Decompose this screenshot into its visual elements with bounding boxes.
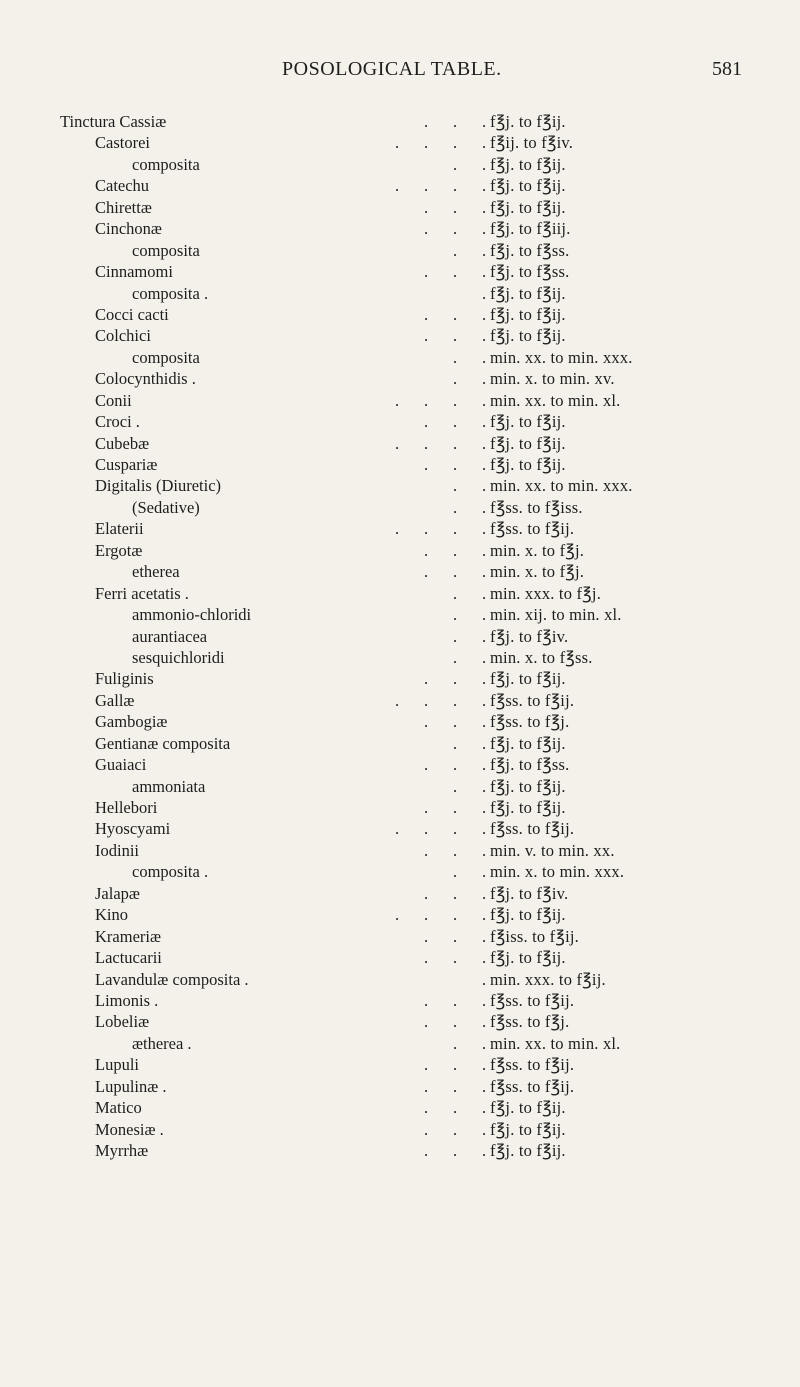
table-row: Conii . . . . min. xx. to min. xl. <box>95 390 621 410</box>
table-row: Matico . . . f℥j. to f℥ij. <box>95 1098 566 1118</box>
table-row: Cocci cacti . . . f℥j. to f℥ij. <box>95 304 566 324</box>
table-row: Lactucarii . . . f℥j. to f℥ij. <box>95 948 566 968</box>
preparation-name: Lactucarii <box>95 948 162 968</box>
preparation-name: Castorei <box>95 133 150 153</box>
dose-range: f℥j. to f℥iv. <box>490 626 569 646</box>
table-row: Jalapæ . . . f℥j. to f℥iv. <box>95 883 569 903</box>
preparation-name: Chirettæ <box>95 197 152 217</box>
table-row: Limonis . . . . f℥ss. to f℥ij. <box>95 990 575 1010</box>
table-row: Elaterii . . . . f℥ss. to f℥ij. <box>95 519 575 539</box>
dose-range: min. xx. to min. xxx. <box>490 476 633 496</box>
preparation-name: Limonis . <box>95 990 159 1010</box>
table-row: Cubebæ . . . . f℥j. to f℥ij. <box>95 433 566 453</box>
preparation-name: Croci . <box>95 412 140 432</box>
dose-range: f℥ss. to f℥j. <box>490 712 570 732</box>
dose-range: f℥iss. to f℥ij. <box>490 926 579 946</box>
table-row: Iodinii . . . min. v. to min. xx. <box>95 840 615 860</box>
dose-range: f℥j. to f℥ij. <box>490 905 566 925</box>
dose-range: f℥j. to f℥ij. <box>490 176 566 196</box>
table-row: aurantiacea . . f℥j. to f℥iv. <box>132 626 569 646</box>
preparation-name: Lavandulæ composita . <box>95 969 249 989</box>
dose-range: f℥j. to f℥ij. <box>490 326 566 346</box>
dose-range: f℥j. to f℥ij. <box>490 412 566 432</box>
table-row: Gambogiæ . . . f℥ss. to f℥j. <box>95 712 570 732</box>
dose-range: min. x. to f℥j. <box>490 562 585 582</box>
table-row: Tinctura Cassiæ . . . f℥j. to f℥ij. <box>60 112 566 131</box>
table-row: Catechu . . . . f℥j. to f℥ij. <box>95 176 566 196</box>
dose-range: min. xx. to min. xl. <box>490 1033 621 1053</box>
preparation-name: composita . <box>132 862 209 882</box>
preparation-name: ætherea . <box>132 1033 192 1053</box>
dose-range: f℥j. to f℥ij. <box>490 304 566 324</box>
preparation-name: Colchici <box>95 326 151 346</box>
preparation-name: etherea <box>132 562 180 582</box>
preparation-name: composita <box>132 347 200 367</box>
table-row: Croci . . . . f℥j. to f℥ij. <box>95 412 566 432</box>
table-row: Myrrhæ . . . f℥j. to f℥ij. <box>95 1141 566 1160</box>
dose-range: f℥j. to f℥ij. <box>490 1098 566 1118</box>
table-row: ammoniata . . f℥j. to f℥ij. <box>132 776 566 796</box>
table-row: Lupulinæ . . . . f℥ss. to f℥ij. <box>95 1076 575 1096</box>
dose-range: f℥ss. to f℥ij. <box>490 1076 575 1096</box>
table-row: Cinchonæ . . . f℥j. to f℥iij. <box>95 219 571 239</box>
table-row: Colchici . . . f℥j. to f℥ij. <box>95 326 566 346</box>
table-row: Ferri acetatis . . . min. xxx. to f℥j. <box>95 583 602 603</box>
table-row: (Sedative) . . f℥ss. to f℥iss. <box>132 497 583 517</box>
table-row: Kino . . . . f℥j. to f℥ij. <box>95 905 566 925</box>
table-row: composita . . min. xx. to min. xxx. <box>132 347 633 367</box>
preparation-name: Gallæ <box>95 690 135 710</box>
table-row: composita . . f℥j. to f℥ij. <box>132 154 566 174</box>
dose-range: min. x. to min. xv. <box>490 369 615 389</box>
preparation-name: Iodinii <box>95 840 139 860</box>
dose-range: f℥j. to f℥ij. <box>490 455 566 474</box>
preparation-name: Gambogiæ <box>95 712 168 732</box>
preparation-name: Guaiaci <box>95 755 147 775</box>
posological-table <box>0 111 800 1161</box>
table-row: Chirettæ . . . f℥j. to f℥ij. <box>95 197 566 217</box>
dose-range: f℥j. to f℥ij. <box>490 798 566 817</box>
preparation-name: composita . <box>132 283 209 303</box>
dose-range: f℥j. to f℥ij. <box>490 1119 566 1139</box>
dose-range: f℥ss. to f℥ij. <box>490 819 575 839</box>
dose-range: f℥j. to f℥ij. <box>490 669 566 689</box>
preparation-name: Ferri acetatis . <box>95 583 189 603</box>
table-row: Colocynthidis . . . min. x. to min. xv. <box>95 369 615 389</box>
page-header <box>0 58 800 88</box>
preparation-name: Catechu <box>95 176 150 196</box>
preparation-name: Gentianæ composita <box>95 733 231 753</box>
preparation-name: Hellebori <box>95 798 158 817</box>
dose-range: f℥j. to f℥ij. <box>490 1141 566 1160</box>
preparation-name: Lupulinæ . <box>95 1076 167 1096</box>
table-row: etherea . . . min. x. to f℥j. <box>132 562 585 582</box>
table-row: Hellebori . . . f℥j. to f℥ij. <box>95 798 566 817</box>
preparation-name: Monesiæ . <box>95 1119 164 1139</box>
dose-range: f℥ss. to f℥ij. <box>490 519 575 539</box>
dose-range: min. xxx. to f℥j. <box>490 583 602 603</box>
preparation-name: sesquichloridi <box>132 647 225 667</box>
preparation-name: Digitalis (Diuretic) <box>95 476 222 496</box>
table-row: composita . . . min. x. to min. xxx. <box>132 862 625 882</box>
table-row: Lobeliæ . . . f℥ss. to f℥j. <box>95 1012 570 1032</box>
dose-range: min. xx. to min. xxx. <box>490 347 633 367</box>
dose-range: f℥j. to f℥ij. <box>490 433 566 453</box>
preparation-name: composita <box>132 240 200 260</box>
dose-range: f℥j. to f℥ss. <box>490 755 570 775</box>
table-row: composita . . f℥j. to f℥ij. <box>132 283 566 303</box>
table-row: Lavandulæ composita . . min. xxx. to f℥ij. <box>95 969 606 989</box>
table-row: Monesiæ . . . . f℥j. to f℥ij. <box>95 1119 566 1139</box>
dose-range: f℥j. to f℥ij. <box>490 776 566 796</box>
table-row: Ergotæ . . . min. x. to f℥j. <box>95 540 585 560</box>
preparation-name: Cubebæ <box>95 433 150 453</box>
dose-range: f℥ss. to f℥j. <box>490 1012 570 1032</box>
preparation-name: Lobeliæ <box>95 1012 150 1032</box>
preparation-name: Jalapæ <box>95 883 140 903</box>
dose-range: f℥ss. to f℥ij. <box>490 1055 575 1075</box>
dose-range: min. v. to min. xx. <box>490 840 615 860</box>
dose-range: f℥ss. to f℥iss. <box>490 497 583 517</box>
preparation-name: Cocci cacti <box>95 304 169 324</box>
table-row: Lupuli . . . f℥ss. to f℥ij. <box>95 1055 575 1075</box>
table-row: Castorei . . . . f℥ij. to f℥iv. <box>95 133 574 153</box>
table-row: sesquichloridi . . min. x. to f℥ss. <box>132 647 593 667</box>
dose-range: min. x. to f℥j. <box>490 540 585 560</box>
dose-range: f℥ss. to f℥ij. <box>490 690 575 710</box>
dose-range: f℥j. to f℥ij. <box>490 154 566 174</box>
preparation-name: Conii <box>95 390 132 410</box>
preparation-name: (Sedative) <box>132 497 200 517</box>
dose-range: min. x. to f℥ss. <box>490 647 593 667</box>
dose-range: f℥j. to f℥ij. <box>490 112 566 131</box>
dose-range: f℥j. to f℥ij. <box>490 283 566 303</box>
dose-range: f℥j. to f℥ij. <box>490 948 566 968</box>
table-row: Cuspariæ . . . f℥j. to f℥ij. <box>95 455 566 474</box>
page-number: 581 <box>712 58 742 80</box>
running-title: POSOLOGICAL TABLE. <box>282 58 502 80</box>
preparation-name: Cuspariæ <box>95 455 158 474</box>
preparation-name: composita <box>132 154 200 174</box>
table-row: Gentianæ composita . . f℥j. to f℥ij. <box>95 733 566 753</box>
preparation-name: Matico <box>95 1098 142 1118</box>
preparation-name: Krameriæ <box>95 926 161 946</box>
table-row: Gallæ . . . . f℥ss. to f℥ij. <box>95 690 575 710</box>
table-row: Fuliginis . . . f℥j. to f℥ij. <box>95 669 566 689</box>
preparation-name: Cinchonæ <box>95 219 162 239</box>
table-row: ammonio-chloridi . . min. xij. to min. xl. <box>132 605 622 625</box>
dose-range: f℥j. to f℥iv. <box>490 883 569 903</box>
preparation-name: ammonio-chloridi <box>132 605 252 625</box>
preparation-name: Colocynthidis . <box>95 369 196 389</box>
table-row: Guaiaci . . . f℥j. to f℥ss. <box>95 755 570 775</box>
dose-range: min. xij. to min. xl. <box>490 605 622 625</box>
preparation-name: Kino <box>95 905 128 925</box>
table-row: Cinnamomi . . . f℥j. to f℥ss. <box>95 262 570 282</box>
dose-range: f℥j. to f℥ss. <box>490 240 570 260</box>
table-row: composita . . f℥j. to f℥ss. <box>132 240 570 260</box>
dose-range: min. x. to min. xxx. <box>490 862 625 882</box>
preparation-name: ammoniata <box>132 776 206 796</box>
dose-range: f℥ij. to f℥iv. <box>490 133 574 153</box>
dose-range: f℥j. to f℥iij. <box>490 219 571 239</box>
preparation-name: Fuliginis <box>95 669 154 689</box>
table-row: Hyoscyami . . . . f℥ss. to f℥ij. <box>95 819 575 839</box>
dose-range: f℥ss. to f℥ij. <box>490 990 575 1010</box>
dose-range: f℥j. to f℥ss. <box>490 262 570 282</box>
preparation-name: Ergotæ <box>95 540 143 560</box>
dose-range: f℥j. to f℥ij. <box>490 733 566 753</box>
preparation-name: Elaterii <box>95 519 144 539</box>
dose-range: min. xx. to min. xl. <box>490 390 621 410</box>
preparation-name: Tinctura Cassiæ <box>60 112 167 131</box>
preparation-name: Hyoscyami <box>95 819 171 839</box>
preparation-name: Cinnamomi <box>95 262 173 282</box>
preparation-name: Lupuli <box>95 1055 139 1075</box>
table-row: Digitalis (Diuretic) . . min. xx. to min. xxx. <box>95 476 633 496</box>
preparation-name: aurantiacea <box>132 626 208 646</box>
dose-range: min. xxx. to f℥ij. <box>490 969 606 989</box>
table-row: Krameriæ . . . f℥iss. to f℥ij. <box>95 926 579 946</box>
table-row: ætherea . . . min. xx. to min. xl. <box>132 1033 621 1053</box>
preparation-name: Myrrhæ <box>95 1141 149 1160</box>
dose-range: f℥j. to f℥ij. <box>490 197 566 217</box>
